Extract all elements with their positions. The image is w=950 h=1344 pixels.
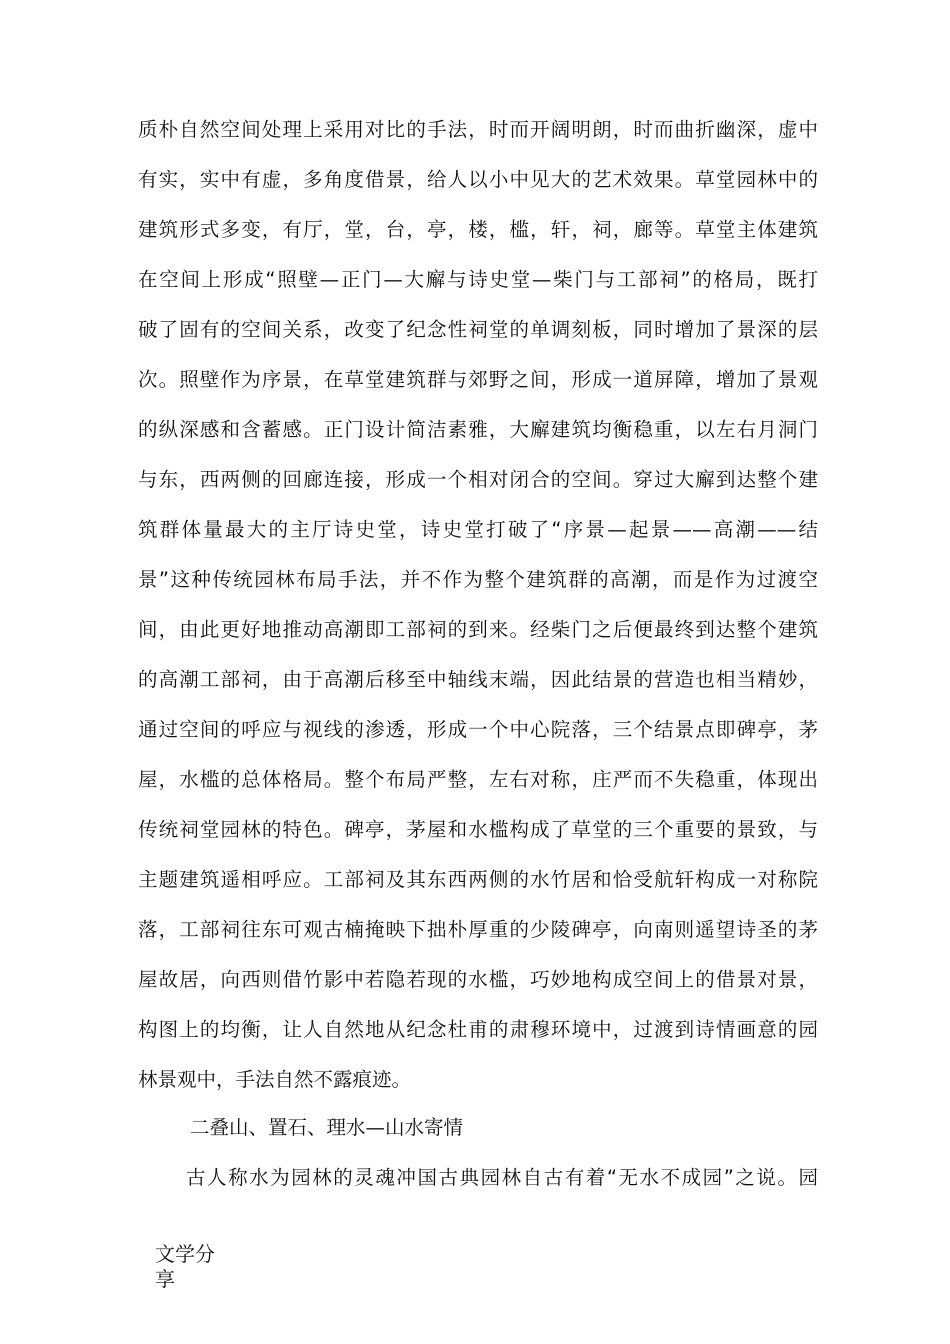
paragraph-line: 屋，水槛的总体格局。整个布局严整，左右对称，庄严而不失稳重，体现出 <box>138 768 818 791</box>
paragraph-line: 建筑形式多变，有厅，堂，台，亭，楼，槛，轩，祠，廊等。草堂主体建筑 <box>138 218 818 241</box>
paragraph-line: 的高潮工部祠，由于高潮后移至中轴线末端，因此结景的营造也相当精妙， <box>138 668 818 691</box>
paragraph-line: 主题建筑遥相呼应。工部祠及其东西两侧的水竹居和恰受航轩构成一对称院 <box>138 868 818 891</box>
paragraph-line: 与东，西两侧的回廊连接，形成一个相对闭合的空间。穿过大廨到达整个建 <box>138 468 818 491</box>
footer-label <box>155 1242 225 1292</box>
paragraph-line: 筑群体量最大的主厅诗史堂，诗史堂打破了“序景—起景——高潮——结 <box>138 518 818 541</box>
paragraph-line: 间，由此更好地推动高潮即工部祠的到来。经柴门之后便最终到达整个建筑 <box>138 618 818 641</box>
footer-line: 享 <box>155 1267 175 1291</box>
section-heading: 二叠山、置石、理水—山水寄情 <box>190 1116 464 1139</box>
footer-line: 文学分 <box>155 1242 215 1266</box>
paragraph-line: 景”这种传统园林布局手法，并不作为整个建筑群的高潮，而是作为过渡空 <box>138 568 818 591</box>
paragraph-line: 质朴自然空间处理上采用对比的手法，时而开阔明朗，时而曲折幽深，虚中 <box>138 118 818 141</box>
paragraph-line: 次。照壁作为序景，在草堂建筑群与郊野之间，形成一道屏障，增加了景观 <box>138 368 818 391</box>
paragraph-line: 古人称水为园林的灵魂冲国古典园林自古有着“无水不成园”之说。园 <box>186 1166 818 1189</box>
paragraph-line: 传统祠堂园林的特色。碑亭，茅屋和水槛构成了草堂的三个重要的景致，与 <box>138 818 818 841</box>
paragraph-line: 破了固有的空间关系，改变了纪念性祠堂的单调刻板，同时增加了景深的层 <box>138 318 818 341</box>
paragraph-line: 通过空间的呼应与视线的渗透，形成一个中心院落，三个结景点即碑亭，茅 <box>138 718 818 741</box>
paragraph-line: 构图上的均衡，让人自然地从纪念杜甫的肃穆环境中，过渡到诗情画意的园 <box>138 1018 818 1041</box>
paragraph-line: 有实，实中有虚，多角度借景，给人以小中见大的艺术效果。草堂园林中的 <box>138 168 818 191</box>
paragraph-line: 屋故居，向西则借竹影中若隐若现的水槛，巧妙地构成空间上的借景对景， <box>138 968 818 991</box>
paragraph-line: 落，工部祠往东可观古楠掩映下拙朴厚重的少陵碑亭，向南则遥望诗圣的茅 <box>138 918 818 941</box>
paragraph-line: 在空间上形成“照壁—正门—大廨与诗史堂—柴门与工部祠”的格局，既打 <box>138 268 818 291</box>
paragraph-line: 的纵深感和含蓄感。正门设计简洁素雅，大廨建筑均衡稳重，以左右月洞门 <box>138 418 818 441</box>
paragraph-line: 林景观中，手法自然不露痕迹。 <box>138 1068 412 1091</box>
